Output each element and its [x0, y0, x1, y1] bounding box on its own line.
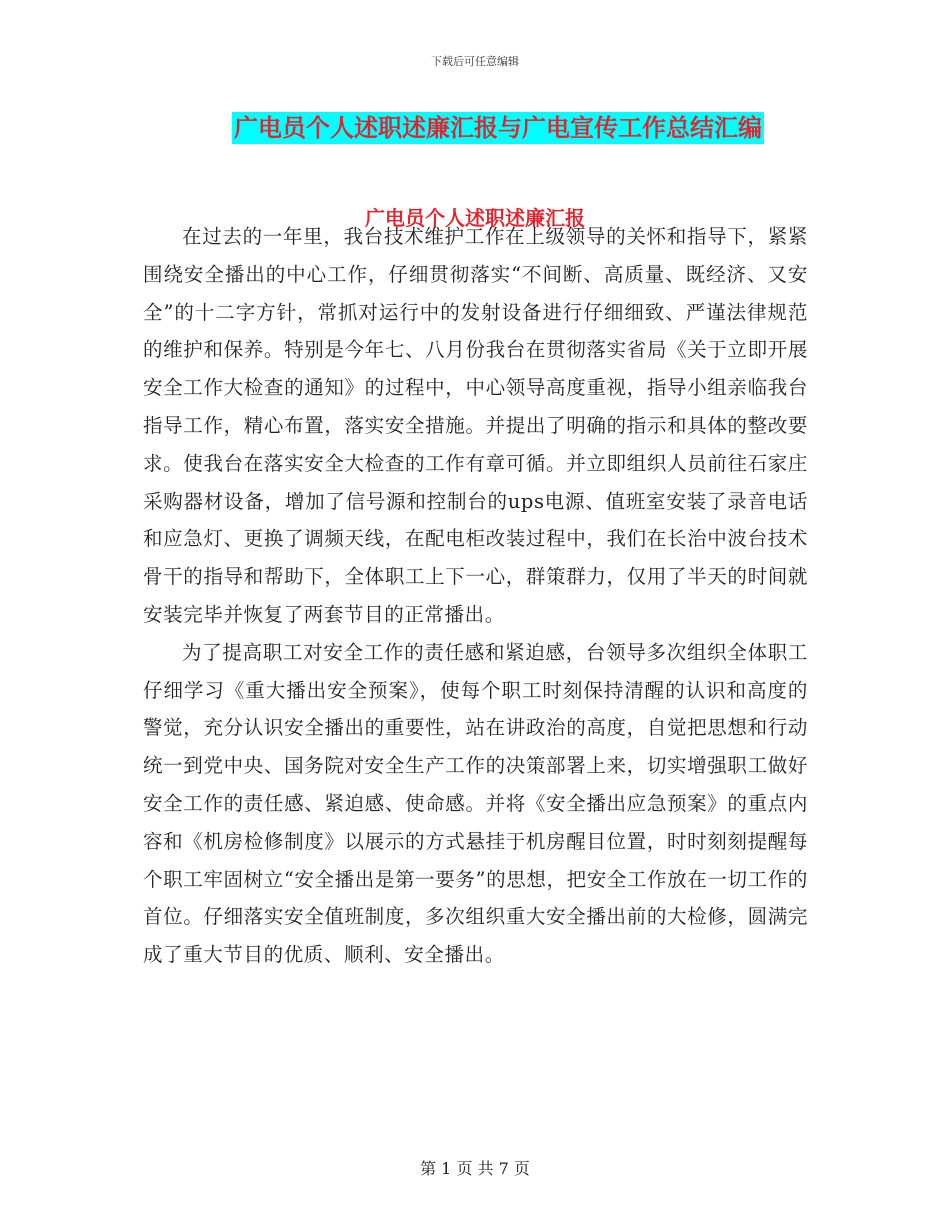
- section-title: 广电员个人述职述廉汇报: [365, 206, 585, 230]
- document-body: [143, 218, 808, 974]
- paragraph: 为了提高职工对安全工作的责任感和紧迫感，台领导多次组织全体职工仔细学习《重大播出安全预案》，使每个职工时刻保持清醒的认识和高度的警觉，充分认识安全播出的重要性，站在讲政治的高度，自觉把思想和行动统一到党中央、国务院对安全生产工作的决策部署上来，切实增强职工做好安全工作的责任感、紧迫感、使命感。并将《安全播出应急预案》的重点内容和《机房检修制度》以展示的方式悬挂于机房醒目位置，时时刻刻提醒每个职工牢固树立“安全播出是第一要务”的思想，把安全工作放在一切工作的首位。仔细落实安全值班制度，多次组织重大安全播出前的大检修，圆满完成了重大节目的优质、顺利、安全播出。: [143, 640, 808, 967]
- paragraph: 在过去的一年里，我台技术维护工作在上级领导的关怀和指导下，紧紧围绕安全播出的中心工作，仔细贯彻落实“不间断、高质量、既经济、又安全”的十二字方针，常抓对运行中的发射设备进行仔细细致、严谨法律规范的维护和保养。特别是今年七、八月份我台在贯彻落实省局《关于立即开展安全工作大检查的通知》的过程中，中心领导高度重视，指导小组亲临我台指导工作，精心布置，落实安全措施。并提出了明确的指示和具体的整改要求。使我台在落实安全大检查的工作有章可循。并立即组织人员前往石家庄采购器材设备，增加了信号源和控制台的ups电源、值班室安装了录音电话和应急灯、更换了调频天线，在配电柜改装过程中，我们在长治中波台技术骨干的指导和帮助下，全体职工上下一心，群策群力，仅用了半天的时间就安装完毕并恢复了两套节目的正常播出。: [143, 225, 808, 626]
- page-number: 第 1 页 共 7 页: [420, 1159, 530, 1178]
- document-title: [0, 112, 950, 144]
- header-note: 下载后可任意编辑: [431, 55, 519, 68]
- document-title-text: 广电员个人述职述廉汇报与广电宣传工作总结汇编: [234, 114, 762, 142]
